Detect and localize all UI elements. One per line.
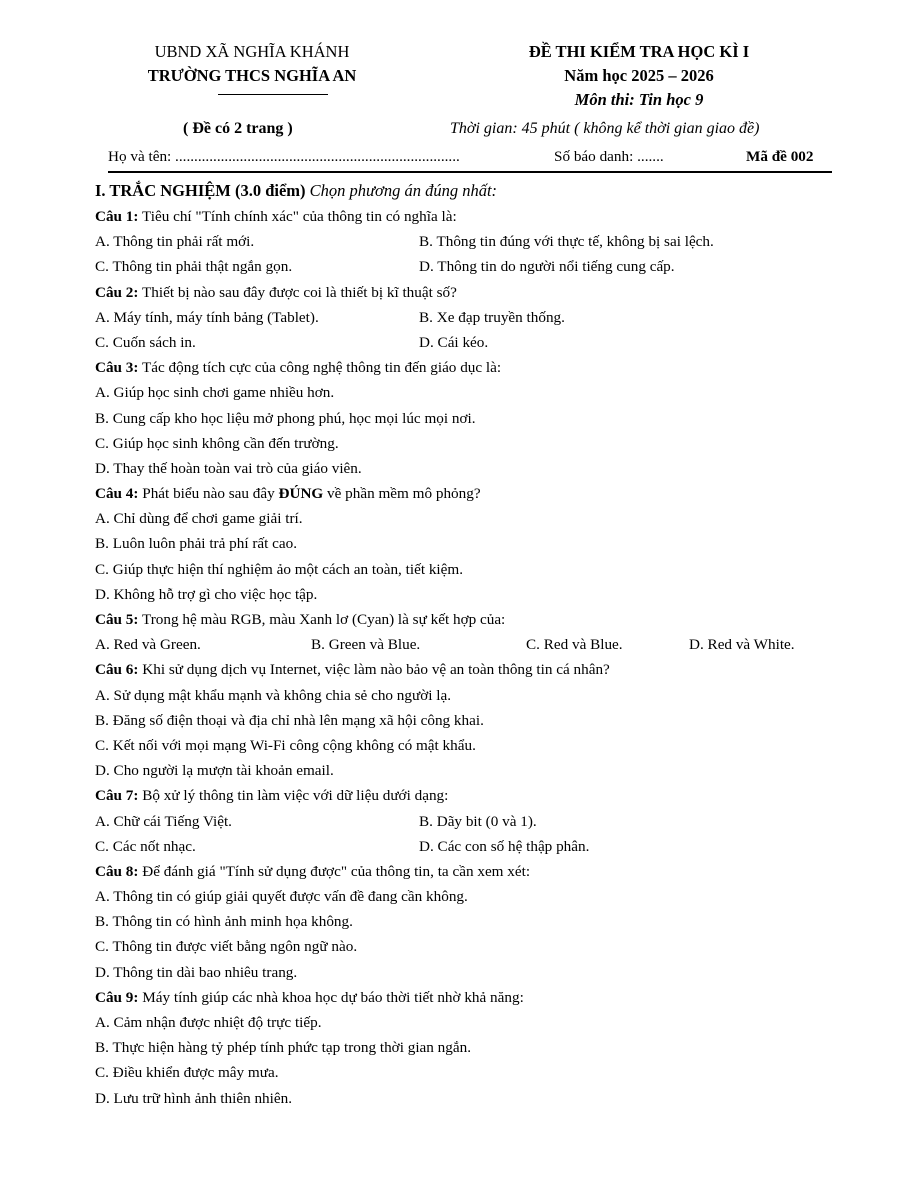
option-row	[95, 254, 835, 279]
question-stem	[95, 859, 835, 884]
option-b: B. Xe đạp truyền thống.	[419, 308, 565, 326]
option-d: D. Không hỗ trợ gì cho việc học tập.	[95, 585, 318, 603]
question-2	[95, 280, 835, 356]
option-d: D. Các con số hệ thập phân.	[419, 837, 590, 855]
option-b: B. Green và Blue.	[311, 636, 421, 654]
question-8	[95, 859, 835, 985]
option-c: C. Thông tin phải thật ngắn gọn.	[95, 258, 293, 276]
option-d: D. Lưu trữ hình ảnh thiên nhiên.	[95, 1089, 292, 1107]
candidate-number-field: Số báo danh: .......	[554, 148, 664, 165]
exam-content	[95, 178, 835, 1111]
school-year: Năm học 2025 – 2026	[564, 66, 714, 85]
option-d: D. Thay thế hoàn toàn vai trò của giáo viên.	[95, 459, 362, 477]
section-instruction: Chọn phương án đúng nhất:	[305, 181, 498, 200]
header-divider	[108, 171, 832, 173]
option-a: A. Chỉ dùng để chơi game giải trí.	[95, 510, 303, 528]
school-name: TRƯỜNG THCS NGHĨA AN	[147, 66, 357, 85]
subject: Môn thi: Tin học 9	[574, 90, 704, 109]
question-emphasis: ĐÚNG	[278, 485, 324, 503]
option-d: D. Thông tin do người nổi tiếng cung cấp.	[419, 258, 675, 276]
question-text: Tiêu chí "Tính chính xác" của thông tin có nghĩa là:	[138, 208, 457, 225]
question-text: Thiết bị nào sau đây được coi là thiết bị kĩ thuật số?	[138, 283, 457, 301]
option-b: B. Thông tin đúng với thực tế, không bị sai lệch.	[419, 233, 714, 251]
question-label: Câu 4:	[95, 485, 139, 503]
question-text: Trong hệ màu RGB, màu Xanh lơ (Cyan) là sự kết hợp của:	[138, 611, 506, 628]
option-row	[95, 834, 835, 859]
question-text: Máy tính giúp các nhà khoa học dự báo thời tiết nhờ khả năng:	[138, 988, 524, 1006]
time-note: Thời gian: 45 phút ( không kể thời gian giao đề)	[450, 120, 760, 137]
question-label: Câu 6:	[95, 661, 139, 679]
option-c: C. Thông tin được viết bằng ngôn ngữ nào.	[95, 938, 358, 956]
option-a: A. Giúp học sinh chơi game nhiều hơn.	[95, 384, 335, 402]
question-stem	[95, 280, 835, 305]
page-count-note: ( Đề có 2 trang )	[183, 120, 293, 137]
question-3	[95, 355, 835, 481]
option-a: A. Máy tính, máy tính bảng (Tablet).	[95, 308, 319, 326]
question-text: Khi sử dụng dịch vụ Internet, việc làm nào bảo vệ an toàn thông tin cá nhân?	[138, 661, 610, 679]
question-label: Câu 8:	[95, 862, 139, 880]
option-row	[95, 809, 835, 834]
option-row	[95, 229, 835, 254]
option-d: D. Thông tin dài bao nhiêu trang.	[95, 963, 298, 981]
option-b: B. Thực hiện hàng tỷ phép tính phức tạp trong thời gian ngắn.	[95, 1039, 471, 1057]
option-c: C. Cuốn sách in.	[95, 333, 196, 351]
question-stem	[95, 657, 835, 682]
option-d: D. Red và White.	[689, 636, 795, 654]
option-row	[95, 632, 835, 657]
section-title	[95, 178, 835, 204]
question-text: Để đánh giá "Tính sử dụng được" của thông tin, ta cần xem xét:	[138, 862, 531, 880]
question-label: Câu 5:	[95, 611, 139, 628]
district-name: UBND XÃ NGHĨA KHÁNH	[154, 42, 350, 61]
question-stem	[95, 607, 835, 632]
option-row	[95, 305, 835, 330]
exam-header	[470, 40, 808, 112]
option-c: C. Các nốt nhạc.	[95, 837, 196, 855]
exam-title: ĐỀ THI KIỂM TRA HỌC KÌ I	[528, 42, 750, 61]
option-b: B. Đăng số điện thoại và địa chỉ nhà lên mạng xã hội công khai.	[95, 711, 484, 729]
option-c: C. Điều khiển được mây mưa.	[95, 1064, 279, 1082]
option-b: B. Thông tin có hình ảnh minh họa không.	[95, 913, 353, 931]
option-a: A. Thông tin phải rất mới.	[95, 233, 255, 251]
option-b: B. Cung cấp kho học liệu mở phong phú, học mọi lúc mọi nơi.	[95, 409, 476, 427]
school-header	[112, 40, 392, 88]
student-name-field: Họ và tên: ...........................................................................	[108, 148, 460, 165]
option-a: A. Thông tin có giúp giải quyết được vấn đề đang cần không.	[95, 888, 468, 906]
option-a: A. Sử dụng mật khẩu mạnh và không chia sẻ cho người lạ.	[95, 686, 452, 704]
question-label: Câu 1:	[95, 208, 139, 225]
question-text-end: về phần mềm mô phỏng?	[323, 485, 481, 503]
option-b: B. Luôn luôn phải trả phí rất cao.	[95, 535, 298, 553]
question-label: Câu 3:	[95, 359, 139, 377]
exam-code: Mã đề 002	[746, 148, 814, 165]
question-9	[95, 985, 835, 1111]
option-a: A. Cảm nhận được nhiệt độ trực tiếp.	[95, 1014, 322, 1031]
option-b: B. Dãy bit (0 và 1).	[419, 812, 537, 830]
question-6	[95, 657, 835, 783]
question-1	[95, 204, 835, 280]
option-d: D. Cái kéo.	[419, 333, 489, 351]
option-c: C. Giúp thực hiện thí nghiệm ảo một cách an toàn, tiết kiệm.	[95, 560, 464, 578]
question-4	[95, 481, 835, 607]
question-stem	[95, 481, 835, 506]
question-stem	[95, 783, 835, 808]
question-stem	[95, 355, 835, 380]
question-label: Câu 9:	[95, 988, 139, 1006]
question-stem	[95, 204, 835, 229]
question-label: Câu 2:	[95, 283, 139, 301]
question-text: Phát biểu nào sau đây	[138, 485, 279, 503]
option-row	[95, 330, 835, 355]
question-text: Tác động tích cực của công nghệ thông tin đến giáo dục là:	[138, 359, 502, 377]
question-7	[95, 783, 835, 859]
header-underline	[218, 94, 328, 95]
option-a: A. Red và Green.	[95, 636, 201, 654]
section-title-bold: I. TRẮC NGHIỆM (3.0 điểm)	[95, 181, 306, 200]
option-d: D. Cho người lạ mượn tài khoản email.	[95, 762, 334, 780]
option-c: C. Kết nối với mọi mạng Wi-Fi công cộng không có mật khẩu.	[95, 736, 476, 754]
question-label: Câu 7:	[95, 787, 139, 805]
question-text: Bộ xử lý thông tin làm việc với dữ liệu dưới dạng:	[138, 787, 449, 805]
question-5	[95, 607, 835, 657]
option-c: C. Giúp học sinh không cần đến trường.	[95, 434, 339, 452]
question-stem	[95, 985, 835, 1010]
option-a: A. Chữ cái Tiếng Việt.	[95, 812, 232, 830]
option-c: C. Red và Blue.	[526, 636, 623, 654]
student-info-row	[108, 148, 828, 170]
